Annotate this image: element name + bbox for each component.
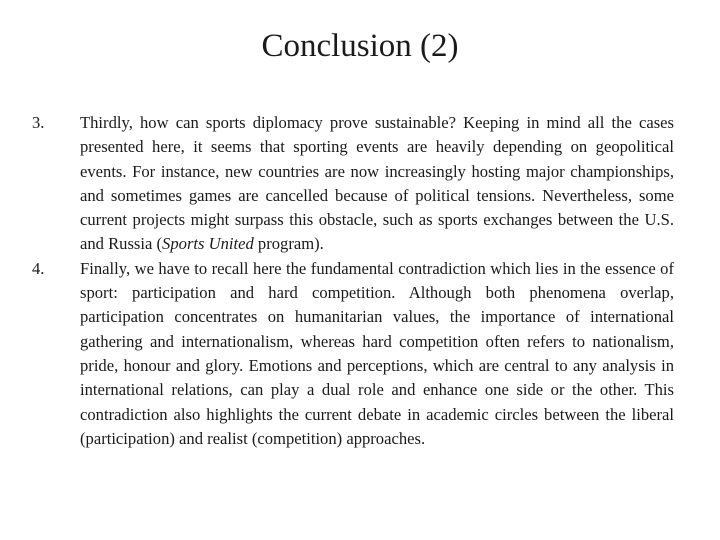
list-item-number: 4. bbox=[32, 258, 45, 278]
list-item-text: Finally, we have to recall here the fundamental contradiction which lies in the essence of sport: participation and hard competition. Although both phenomena overlap, participation concentrates on humanitarian values, the importance of international gathering and internationalism, whereas hard competition often refers to nationalism, pride, honour and glory. Emotions and perceptions, which are central to any analysis in international relations, can play a dual role and enhance one side or the other. This contradiction also highlights the current debate in academic circles between the liberal (participation) and realist (competition) approaches. bbox=[80, 258, 674, 448]
list-item-text-part: Thirdly, how can sports diplomacy prove sustainable? Keeping in mind all the cases presented here, it seems that sporting events are heavily depending on geopolitical events. For instance, new countries are now increasingly hosting major championships, and sometimes games are cancelled because of political tensions. Nevertheless, some current projects might surpass this obstacle, such as sports exchanges between the U.S. and Russia ( bbox=[80, 113, 674, 254]
list-item-text-part: program). bbox=[253, 234, 324, 254]
slide-title: Conclusion (2) bbox=[261, 28, 459, 64]
program-name-italic: Sports United bbox=[162, 234, 254, 254]
list-item-3 bbox=[32, 111, 674, 257]
list-item-4 bbox=[32, 257, 674, 451]
list-item-text bbox=[80, 111, 674, 257]
list-item-number: 3. bbox=[32, 113, 45, 132]
numbered-list bbox=[32, 111, 674, 451]
